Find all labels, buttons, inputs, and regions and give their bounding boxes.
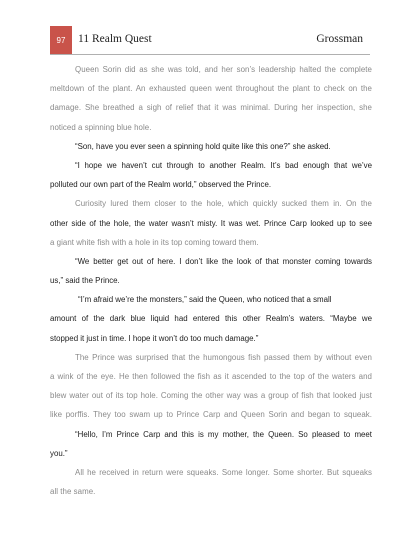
text-line: blew water out of its top hole. Coming the other way was a group of fish that looked just — [50, 391, 372, 401]
book-title: 11 Realm Quest — [78, 33, 152, 45]
text-line: “We better get out of here. I don’t like the look of that monster coming towards — [75, 256, 372, 266]
text-line: noticed a spinning blue hole. — [50, 122, 152, 132]
text-line: All he received in return were squeaks. Some longer. Some shorter. But squeaks — [75, 467, 372, 477]
text-line: polluted our own part of the Realm world,” observed the Prince. — [50, 180, 272, 190]
text-line: damage. She breathed a sigh of relief that it was minimal. During her inspection, she — [50, 103, 372, 113]
page-body — [50, 60, 372, 501]
page-number-badge: 97 — [50, 26, 72, 54]
text-line: The Prince was surprised that the humongous fish passed them by without even — [75, 352, 372, 362]
text-line: us,” said the Prince. — [50, 276, 120, 286]
text-line: a wink of the eye. He then followed the fish as it ascended to the top of the waters and — [50, 372, 372, 381]
text-line: other side of the hole, the water wasn’t misty. It was wet. Prince Carp looked up to see — [50, 218, 372, 228]
text-line: amount of the dark blue liquid had entered this other Realm’s waters. “Maybe we — [50, 314, 372, 324]
author-name: Grossman — [316, 33, 363, 45]
text-line: you.” — [50, 448, 68, 458]
text-line: “Son, have you ever seen a spinning hold quite like this one?” she asked. — [75, 141, 331, 151]
text-line: “Hello, I’m Prince Carp and this is my mother, the Queen. So pleased to meet — [75, 429, 372, 439]
text-line: stopped it just in time. I hope it won’t do too much damage.” — [50, 333, 259, 343]
text-line: a giant white fish with a hole in its top coming toward them. — [50, 237, 259, 247]
text-line: like porffis. They too swam up to Prince Carp and Queen Sorin and began to squeak. — [50, 410, 372, 420]
text-line: Curiosity lured them closer to the hole, which quickly sucked them in. On the — [75, 199, 372, 209]
text-line: meltdown of the plant. An exhausted queen went throughout the plant to check on the — [50, 84, 372, 94]
header-divider — [50, 54, 370, 55]
text-line: “I’m afraid we’re the monsters,” said the Queen, who noticed that a small — [78, 295, 332, 305]
text-line: all the same. — [50, 487, 96, 497]
text-line: Queen Sorin did as she was told, and her son’s leadership halted the complete — [75, 65, 372, 74]
text-line: “I hope we haven’t cut through to another Realm. It’s bad enough that we’ve — [75, 160, 372, 170]
